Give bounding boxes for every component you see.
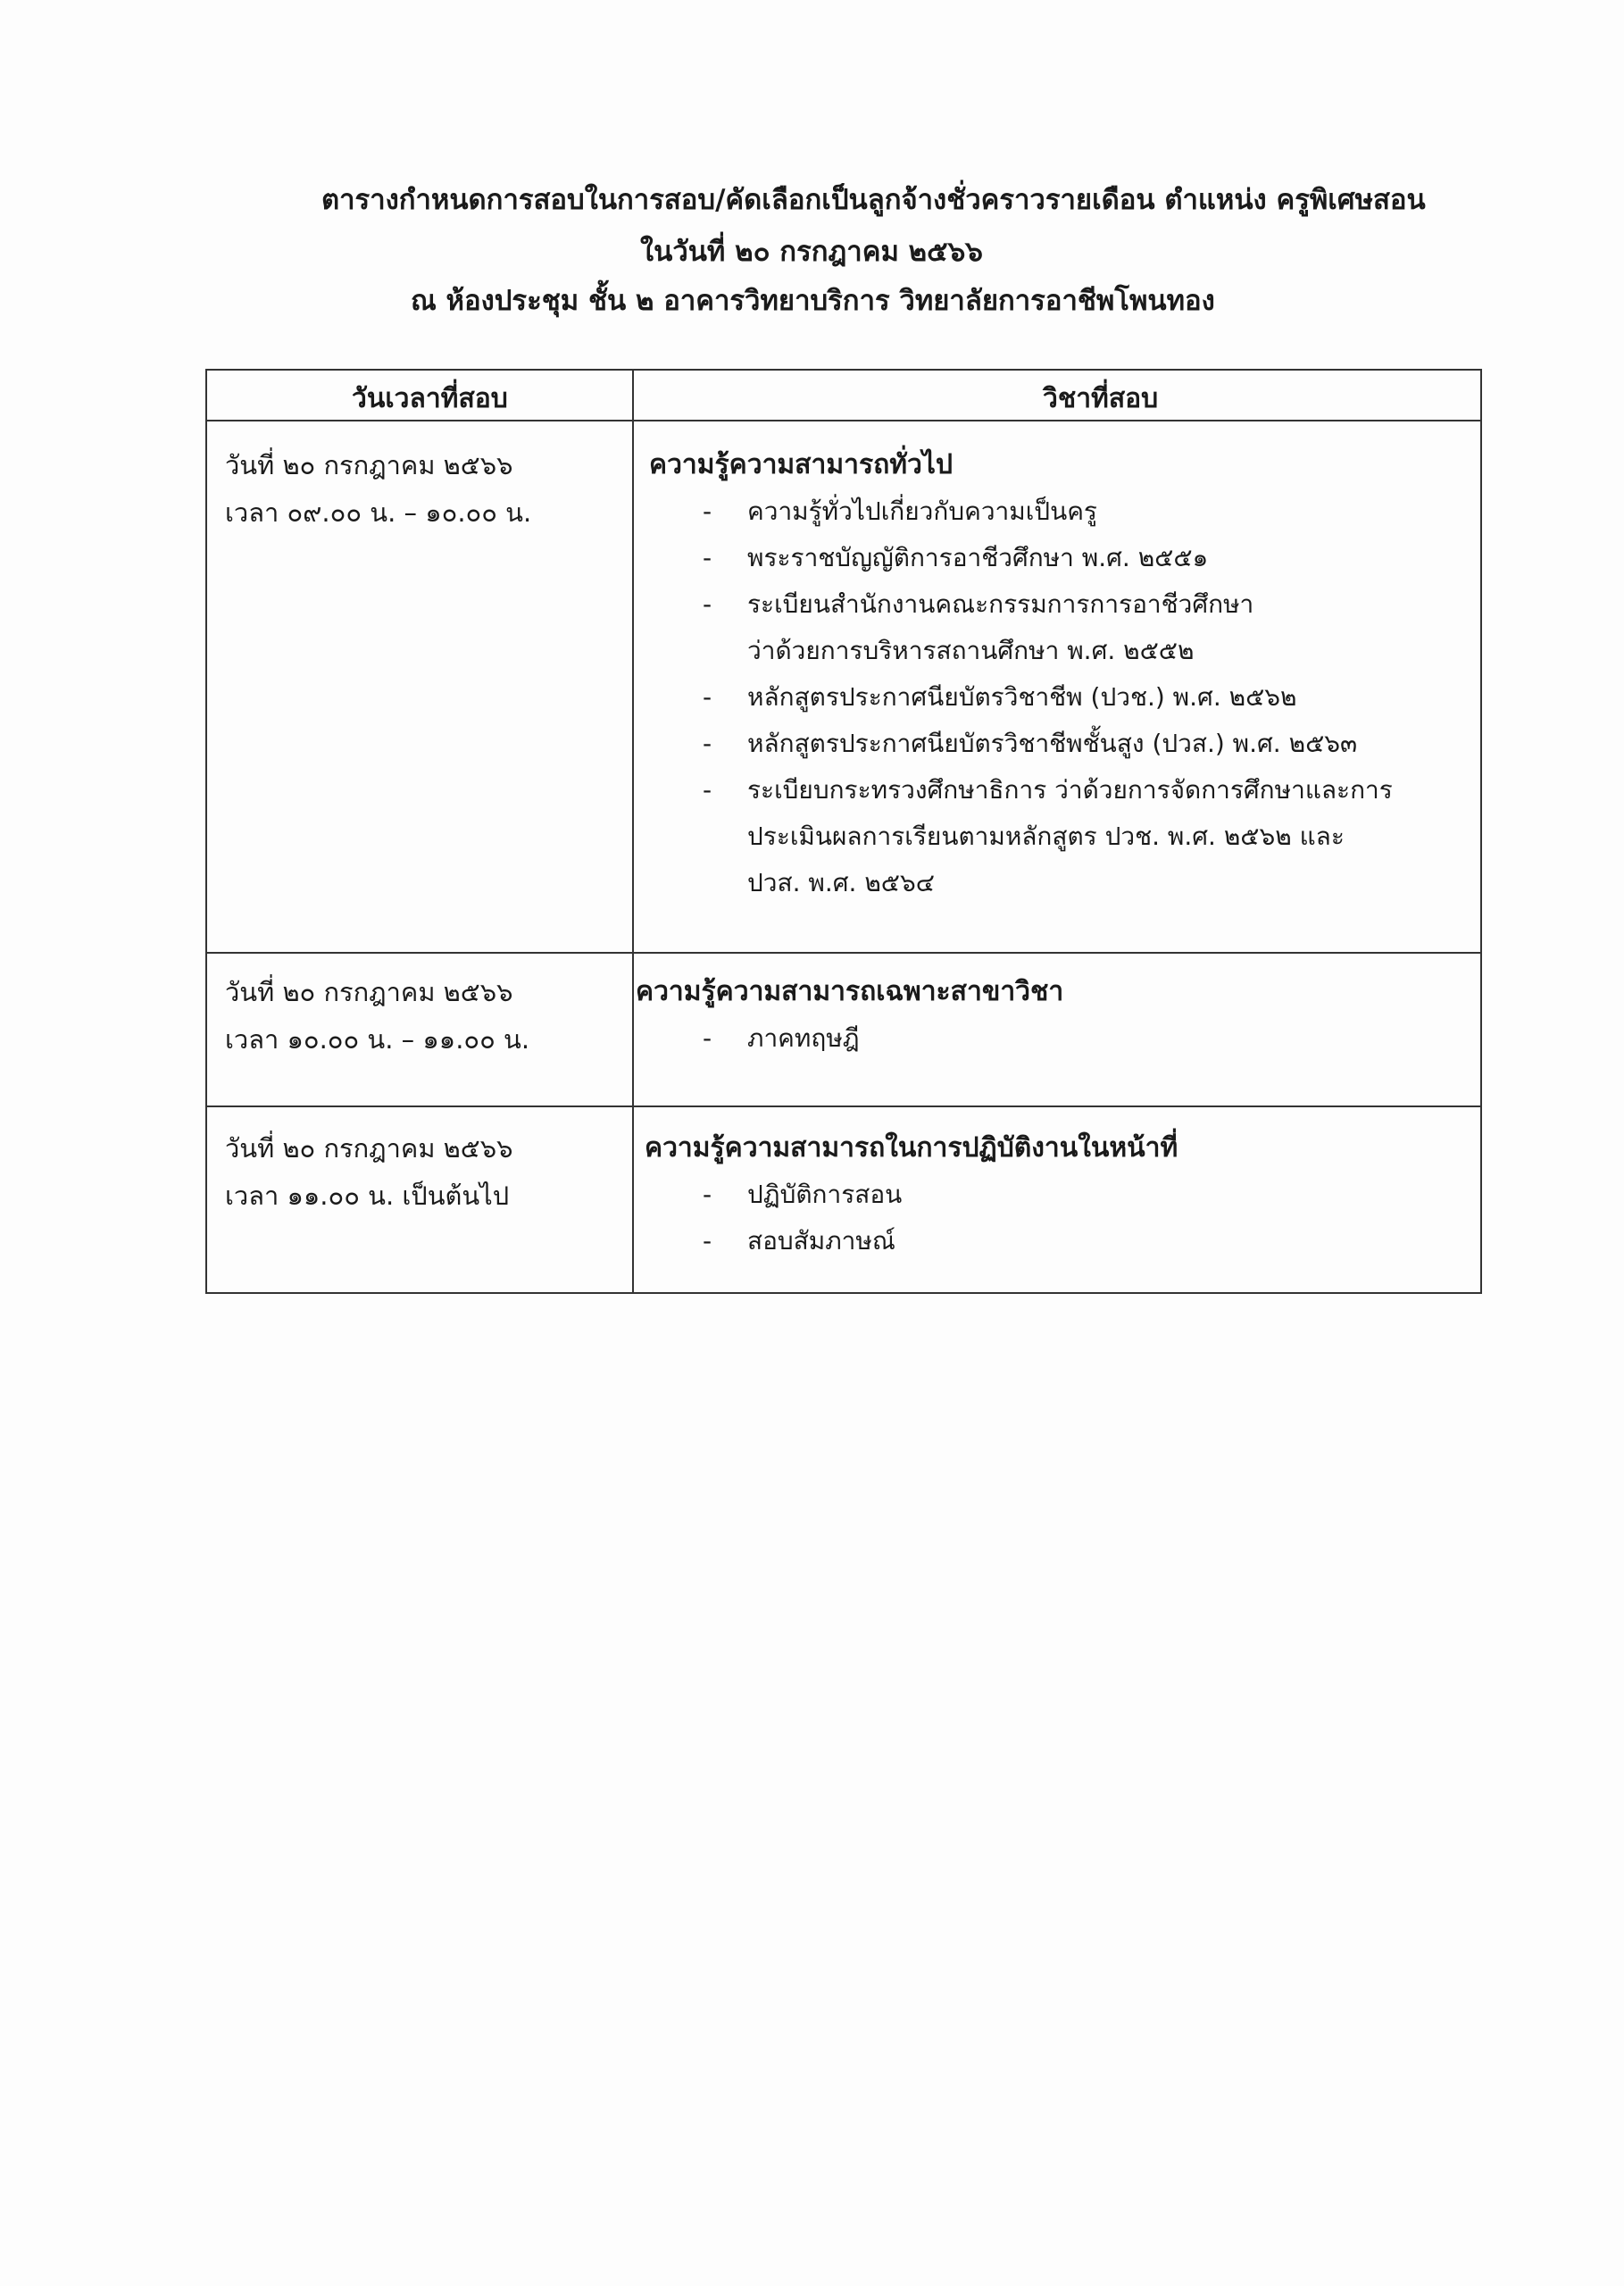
row3-date: วันที่ ๒๐ กรกฎาคม ๒๕๖๖ <box>225 1133 513 1164</box>
list-item: - สอบสัมภาษณ์ <box>703 1226 895 1256</box>
heading-venue-line: ณ ห้องประชุม ชั้น ๒ อาคารวิทยาบริการ วิทยาลัยการอาชีพโพนทอง <box>411 285 1215 317</box>
row3-subject <box>645 1125 1178 1264</box>
list-item-continuation: ว่าด้วยการบริหารสถานศึกษา พ.ศ. ๒๕๕๒ <box>747 636 1195 665</box>
list-item: - พระราชบัญญัติการอาชีวศึกษา พ.ศ. ๒๕๕๑ <box>703 543 1209 572</box>
row-divider <box>207 952 1480 954</box>
row2-subject <box>636 969 1063 1062</box>
header-row-divider <box>207 420 1480 421</box>
list-item: - ความรู้ทั่วไปเกี่ยวกับความเป็นครู <box>703 496 1097 526</box>
list-item: - หลักสูตรประกาศนียบัตรวิชาชีพชั้นสูง (ปวส.) พ.ศ. ๒๕๖๓ <box>703 729 1358 758</box>
row1-subject <box>649 442 1393 906</box>
header-subject: วิชาที่สอบ <box>1043 383 1159 414</box>
heading-title-line: ตารางกำหนดการสอบในการสอบ/คัดเลือกเป็นลูกจ้างชั่วคราวรายเดือน ตำแหน่ง ครูพิเศษสอน <box>321 184 1426 216</box>
heading-date-line: ในวันที่ ๒๐ กรกฎาคม ๒๕๖๖ <box>640 236 983 268</box>
row3-subject-title: ความรู้ความสามารถในการปฏิบัติงานในหน้าที่ <box>645 1132 1178 1164</box>
row1-time: เวลา ๐๙.๐๐ น. – ๑๐.๐๐ น. <box>225 497 532 528</box>
list-item: - หลักสูตรประกาศนียบัตรวิชาชีพ (ปวช.) พ.ศ. ๒๕๖๒ <box>703 682 1297 712</box>
row1-date: วันที่ ๒๐ กรกฎาคม ๒๕๖๖ <box>225 450 513 480</box>
row1-subject-title: ความรู้ความสามารถทั่วไป <box>649 449 953 480</box>
list-item: - ปฏิบัติการสอน <box>703 1180 903 1209</box>
list-item-continuation: ประเมินผลการเรียนตามหลักสูตร ปวช. พ.ศ. ๒๕๖๒ และ <box>747 822 1345 851</box>
exam-schedule-table <box>205 369 1482 1294</box>
list-item-continuation: ปวส. พ.ศ. ๒๕๖๔ <box>747 868 935 897</box>
list-item: - ระเบียบกระทรวงศึกษาธิการ ว่าด้วยการจัดการศึกษาและการ <box>703 775 1393 805</box>
column-divider <box>632 371 634 1292</box>
row3-time: เวลา ๑๑.๐๐ น. เป็นต้นไป <box>225 1181 510 1211</box>
row2-date: วันที่ ๒๐ กรกฎาคม ๒๕๖๖ <box>225 977 513 1007</box>
row2-subject-title: ความรู้ความสามารถเฉพาะสาขาวิชา <box>636 976 1064 1007</box>
header-datetime: วันเวลาที่สอบ <box>352 383 508 414</box>
row-divider <box>207 1105 1480 1107</box>
list-item: - ภาคทฤษฎี <box>703 1023 860 1053</box>
row2-time: เวลา ๑๐.๐๐ น. – ๑๑.๐๐ น. <box>225 1024 530 1055</box>
list-item: - ระเบียนสำนักงานคณะกรรมการการอาชีวศึกษา <box>703 589 1254 619</box>
